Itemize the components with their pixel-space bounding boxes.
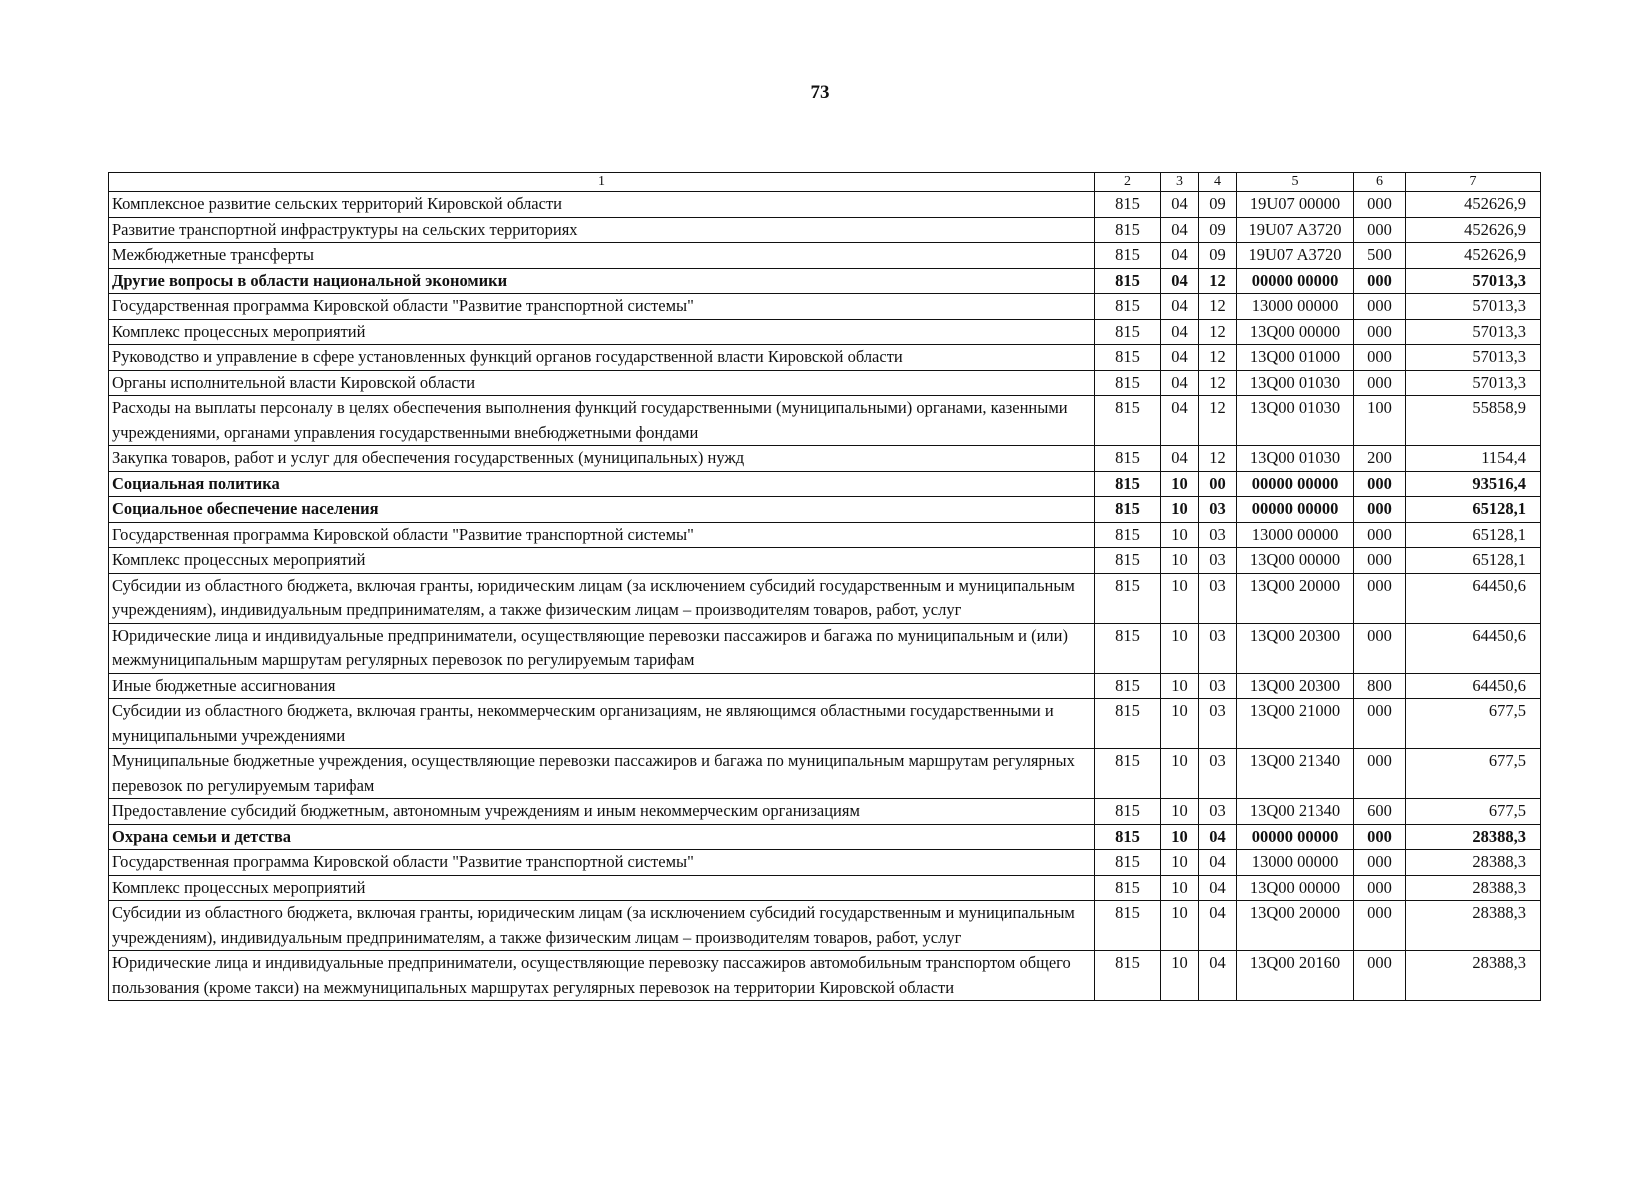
expense-name-cell: Межбюджетные трансферты [109, 243, 1095, 269]
target-article-cell: 13Q00 21000 [1237, 699, 1354, 749]
table-row [109, 951, 1541, 1001]
subsection-code-cell: 03 [1199, 673, 1237, 699]
department-code-cell: 815 [1095, 192, 1161, 218]
expense-type-cell: 000 [1354, 319, 1406, 345]
target-article-cell: 13Q00 20300 [1237, 623, 1354, 673]
amount-cell: 28388,3 [1406, 850, 1541, 876]
section-code-cell: 10 [1161, 875, 1199, 901]
section-code-cell: 10 [1161, 824, 1199, 850]
department-code-cell: 815 [1095, 901, 1161, 951]
target-article-cell: 19U07 A3720 [1237, 243, 1354, 269]
section-code-cell: 04 [1161, 446, 1199, 472]
target-article-cell: 13Q00 01030 [1237, 446, 1354, 472]
department-code-cell: 815 [1095, 824, 1161, 850]
amount-cell: 93516,4 [1406, 471, 1541, 497]
section-code-cell: 04 [1161, 243, 1199, 269]
expense-name-cell: Органы исполнительной власти Кировской области [109, 370, 1095, 396]
subsection-code-cell: 03 [1199, 548, 1237, 574]
target-article-cell: 13Q00 01000 [1237, 345, 1354, 371]
table-row [109, 623, 1541, 673]
amount-cell: 677,5 [1406, 699, 1541, 749]
section-code-cell: 10 [1161, 623, 1199, 673]
amount-cell: 28388,3 [1406, 824, 1541, 850]
section-code-cell: 10 [1161, 573, 1199, 623]
department-code-cell: 815 [1095, 850, 1161, 876]
expense-type-cell: 000 [1354, 345, 1406, 371]
target-article-cell: 13Q00 00000 [1237, 875, 1354, 901]
expense-name-cell: Охрана семьи и детства [109, 824, 1095, 850]
target-article-cell: 13000 00000 [1237, 522, 1354, 548]
department-code-cell: 815 [1095, 370, 1161, 396]
expense-type-cell: 000 [1354, 192, 1406, 218]
amount-cell: 28388,3 [1406, 875, 1541, 901]
department-code-cell: 815 [1095, 749, 1161, 799]
department-code-cell: 815 [1095, 471, 1161, 497]
expense-name-cell: Комплексное развитие сельских территорий Кировской области [109, 192, 1095, 218]
department-code-cell: 815 [1095, 294, 1161, 320]
table-row [109, 243, 1541, 269]
subsection-code-cell: 04 [1199, 824, 1237, 850]
amount-cell: 452626,9 [1406, 217, 1541, 243]
table-row [109, 673, 1541, 699]
page-number: 73 [810, 82, 830, 103]
expense-name-cell: Предоставление субсидий бюджетным, автономным учреждениям и иным некоммерческим организациям [109, 799, 1095, 825]
department-code-cell: 815 [1095, 623, 1161, 673]
expense-type-cell: 000 [1354, 573, 1406, 623]
expense-name-cell: Развитие транспортной инфраструктуры на сельских территориях [109, 217, 1095, 243]
amount-cell: 64450,6 [1406, 573, 1541, 623]
table-row [109, 217, 1541, 243]
expense-type-cell: 000 [1354, 522, 1406, 548]
expense-name-cell: Расходы на выплаты персоналу в целях обеспечения выполнения функций государственными (муниципальными) органами, казенными учреждениями, органами управления государственными внебюджетными фондами [109, 396, 1095, 446]
subsection-code-cell: 04 [1199, 901, 1237, 951]
header-row [109, 173, 1541, 192]
expense-name-cell: Юридические лица и индивидуальные предприниматели, осуществляющие перевозки пассажиров и багажа по муниципальным и (или) межмуниципальным маршрутам регулярных перевозок по регулируемым тарифам [109, 623, 1095, 673]
expense-type-cell: 000 [1354, 294, 1406, 320]
subsection-code-cell: 03 [1199, 699, 1237, 749]
amount-cell: 452626,9 [1406, 192, 1541, 218]
section-code-cell: 04 [1161, 396, 1199, 446]
table-row [109, 319, 1541, 345]
amount-cell: 65128,1 [1406, 522, 1541, 548]
department-code-cell: 815 [1095, 396, 1161, 446]
section-code-cell: 10 [1161, 471, 1199, 497]
target-article-cell: 13000 00000 [1237, 850, 1354, 876]
target-article-cell: 13Q00 00000 [1237, 319, 1354, 345]
column-header: 6 [1354, 173, 1406, 192]
table-row [109, 850, 1541, 876]
expense-type-cell: 000 [1354, 824, 1406, 850]
expense-type-cell: 000 [1354, 699, 1406, 749]
amount-cell: 452626,9 [1406, 243, 1541, 269]
target-article-cell: 13Q00 20300 [1237, 673, 1354, 699]
subsection-code-cell: 09 [1199, 243, 1237, 269]
subsection-code-cell: 00 [1199, 471, 1237, 497]
expense-name-cell: Государственная программа Кировской области "Развитие транспортной системы" [109, 294, 1095, 320]
section-code-cell: 04 [1161, 294, 1199, 320]
target-article-cell: 19U07 00000 [1237, 192, 1354, 218]
amount-cell: 1154,4 [1406, 446, 1541, 472]
amount-cell: 28388,3 [1406, 901, 1541, 951]
section-code-cell: 04 [1161, 319, 1199, 345]
subsection-code-cell: 12 [1199, 370, 1237, 396]
column-header: 3 [1161, 173, 1199, 192]
section-code-cell: 04 [1161, 370, 1199, 396]
subsection-code-cell: 03 [1199, 573, 1237, 623]
subsection-code-cell: 12 [1199, 268, 1237, 294]
section-code-cell: 04 [1161, 345, 1199, 371]
expense-name-cell: Иные бюджетные ассигнования [109, 673, 1095, 699]
subsection-code-cell: 12 [1199, 319, 1237, 345]
expense-type-cell: 000 [1354, 749, 1406, 799]
table-row [109, 294, 1541, 320]
target-article-cell: 13Q00 20000 [1237, 901, 1354, 951]
section-code-cell: 04 [1161, 268, 1199, 294]
amount-cell: 65128,1 [1406, 497, 1541, 523]
amount-cell: 65128,1 [1406, 548, 1541, 574]
section-code-cell: 04 [1161, 217, 1199, 243]
section-code-cell: 10 [1161, 951, 1199, 1001]
expense-type-cell: 200 [1354, 446, 1406, 472]
department-code-cell: 815 [1095, 497, 1161, 523]
table-row [109, 699, 1541, 749]
target-article-cell: 19U07 A3720 [1237, 217, 1354, 243]
section-code-cell: 10 [1161, 699, 1199, 749]
subsection-code-cell: 04 [1199, 875, 1237, 901]
table-row [109, 901, 1541, 951]
amount-cell: 64450,6 [1406, 673, 1541, 699]
expense-name-cell: Субсидии из областного бюджета, включая гранты, юридическим лицам (за исключением субсидий государственным и муниципальным учреждениям), индивидуальным предпринимателям, а также физическим лицам – производителям товаров, работ, услуг [109, 573, 1095, 623]
column-header: 1 [109, 173, 1095, 192]
section-code-cell: 10 [1161, 901, 1199, 951]
amount-cell: 57013,3 [1406, 345, 1541, 371]
subsection-code-cell: 12 [1199, 446, 1237, 472]
department-code-cell: 815 [1095, 522, 1161, 548]
section-code-cell: 10 [1161, 497, 1199, 523]
subsection-code-cell: 12 [1199, 294, 1237, 320]
amount-cell: 64450,6 [1406, 623, 1541, 673]
amount-cell: 55858,9 [1406, 396, 1541, 446]
target-article-cell: 00000 00000 [1237, 471, 1354, 497]
subsection-code-cell: 03 [1199, 799, 1237, 825]
expense-name-cell: Руководство и управление в сфере установленных функций органов государственной власти Кировской области [109, 345, 1095, 371]
table-row [109, 192, 1541, 218]
amount-cell: 57013,3 [1406, 268, 1541, 294]
table-row [109, 497, 1541, 523]
amount-cell: 57013,3 [1406, 319, 1541, 345]
column-header: 2 [1095, 173, 1161, 192]
expense-name-cell: Муниципальные бюджетные учреждения, осуществляющие перевозки пассажиров и багажа по муниципальным маршрутам регулярных перевозок по регулируемым тарифам [109, 749, 1095, 799]
table-row [109, 548, 1541, 574]
section-code-cell: 10 [1161, 749, 1199, 799]
expense-type-cell: 000 [1354, 875, 1406, 901]
expense-type-cell: 000 [1354, 951, 1406, 1001]
target-article-cell: 13Q00 21340 [1237, 799, 1354, 825]
section-code-cell: 10 [1161, 850, 1199, 876]
department-code-cell: 815 [1095, 699, 1161, 749]
amount-cell: 57013,3 [1406, 370, 1541, 396]
expense-name-cell: Комплекс процессных мероприятий [109, 548, 1095, 574]
department-code-cell: 815 [1095, 799, 1161, 825]
subsection-code-cell: 12 [1199, 396, 1237, 446]
department-code-cell: 815 [1095, 243, 1161, 269]
section-code-cell: 10 [1161, 522, 1199, 548]
table-body [109, 192, 1541, 1001]
expense-name-cell: Государственная программа Кировской области "Развитие транспортной системы" [109, 522, 1095, 548]
section-code-cell: 10 [1161, 548, 1199, 574]
target-article-cell: 13Q00 21340 [1237, 749, 1354, 799]
department-code-cell: 815 [1095, 446, 1161, 472]
table-row [109, 875, 1541, 901]
target-article-cell: 13Q00 20000 [1237, 573, 1354, 623]
table-row [109, 824, 1541, 850]
expense-name-cell: Другие вопросы в области национальной экономики [109, 268, 1095, 294]
expense-type-cell: 500 [1354, 243, 1406, 269]
amount-cell: 677,5 [1406, 799, 1541, 825]
table-row [109, 345, 1541, 371]
expense-type-cell: 000 [1354, 497, 1406, 523]
subsection-code-cell: 09 [1199, 217, 1237, 243]
department-code-cell: 815 [1095, 875, 1161, 901]
budget-table [108, 172, 1541, 1001]
subsection-code-cell: 03 [1199, 497, 1237, 523]
expense-type-cell: 100 [1354, 396, 1406, 446]
department-code-cell: 815 [1095, 951, 1161, 1001]
expense-name-cell: Комплекс процессных мероприятий [109, 875, 1095, 901]
expense-name-cell: Субсидии из областного бюджета, включая гранты, юридическим лицам (за исключением субсидий государственным и муниципальным учреждениям), индивидуальным предпринимателям, а также физическим лицам – производителям товаров, работ, услуг [109, 901, 1095, 951]
target-article-cell: 00000 00000 [1237, 497, 1354, 523]
expense-name-cell: Комплекс процессных мероприятий [109, 319, 1095, 345]
table-row [109, 799, 1541, 825]
target-article-cell: 00000 00000 [1237, 268, 1354, 294]
column-header: 5 [1237, 173, 1354, 192]
department-code-cell: 815 [1095, 548, 1161, 574]
subsection-code-cell: 03 [1199, 522, 1237, 548]
target-article-cell: 13Q00 20160 [1237, 951, 1354, 1001]
subsection-code-cell: 03 [1199, 623, 1237, 673]
expense-type-cell: 000 [1354, 471, 1406, 497]
table-row [109, 522, 1541, 548]
subsection-code-cell: 04 [1199, 850, 1237, 876]
section-code-cell: 10 [1161, 673, 1199, 699]
department-code-cell: 815 [1095, 268, 1161, 294]
expense-name-cell: Государственная программа Кировской области "Развитие транспортной системы" [109, 850, 1095, 876]
table-row [109, 370, 1541, 396]
expense-type-cell: 000 [1354, 268, 1406, 294]
subsection-code-cell: 09 [1199, 192, 1237, 218]
amount-cell: 677,5 [1406, 749, 1541, 799]
table-row [109, 573, 1541, 623]
table-row [109, 446, 1541, 472]
subsection-code-cell: 12 [1199, 345, 1237, 371]
department-code-cell: 815 [1095, 319, 1161, 345]
department-code-cell: 815 [1095, 673, 1161, 699]
department-code-cell: 815 [1095, 217, 1161, 243]
target-article-cell: 13Q00 01030 [1237, 396, 1354, 446]
department-code-cell: 815 [1095, 573, 1161, 623]
table-row [109, 749, 1541, 799]
expense-type-cell: 800 [1354, 673, 1406, 699]
target-article-cell: 13Q00 01030 [1237, 370, 1354, 396]
expense-name-cell: Субсидии из областного бюджета, включая гранты, некоммерческим организациям, не являющимся областными государственными и муниципальными учреждениями [109, 699, 1095, 749]
expense-type-cell: 000 [1354, 370, 1406, 396]
table-row [109, 396, 1541, 446]
target-article-cell: 13Q00 00000 [1237, 548, 1354, 574]
amount-cell: 57013,3 [1406, 294, 1541, 320]
amount-cell: 28388,3 [1406, 951, 1541, 1001]
subsection-code-cell: 03 [1199, 749, 1237, 799]
expense-type-cell: 600 [1354, 799, 1406, 825]
target-article-cell: 00000 00000 [1237, 824, 1354, 850]
target-article-cell: 13000 00000 [1237, 294, 1354, 320]
section-code-cell: 10 [1161, 799, 1199, 825]
expense-type-cell: 000 [1354, 623, 1406, 673]
expense-name-cell: Закупка товаров, работ и услуг для обеспечения государственных (муниципальных) нужд [109, 446, 1095, 472]
column-header: 7 [1406, 173, 1541, 192]
expense-type-cell: 000 [1354, 901, 1406, 951]
column-header: 4 [1199, 173, 1237, 192]
expense-type-cell: 000 [1354, 217, 1406, 243]
table-row [109, 471, 1541, 497]
department-code-cell: 815 [1095, 345, 1161, 371]
table-row [109, 268, 1541, 294]
expense-type-cell: 000 [1354, 548, 1406, 574]
expense-name-cell: Юридические лица и индивидуальные предприниматели, осуществляющие перевозку пассажиров автомобильным транспортом общего пользования (кроме такси) на межмуниципальных маршрутах регулярных перевозок на территории Кировской области [109, 951, 1095, 1001]
expense-name-cell: Социальное обеспечение населения [109, 497, 1095, 523]
subsection-code-cell: 04 [1199, 951, 1237, 1001]
expense-type-cell: 000 [1354, 850, 1406, 876]
expense-name-cell: Социальная политика [109, 471, 1095, 497]
section-code-cell: 04 [1161, 192, 1199, 218]
